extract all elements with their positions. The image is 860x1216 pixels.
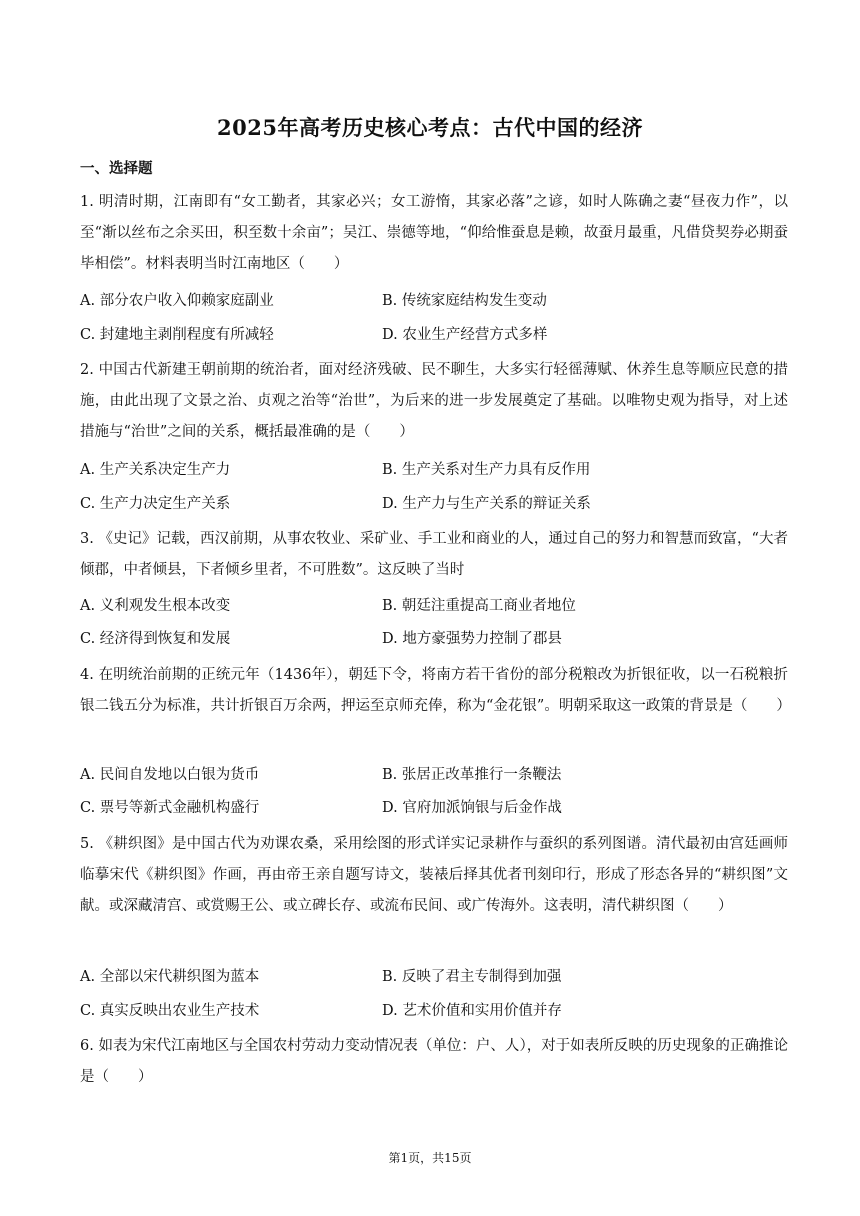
question-3-option-b: B. 朝廷注重提高工商业者地位	[382, 598, 576, 614]
question-3-option-a: A. 义利观发生根本改变	[80, 598, 231, 614]
question-3-option-c: C. 经济得到恢复和发展	[80, 631, 231, 647]
question-2-option-d: D. 生产力与生产关系的辩证关系	[382, 496, 591, 512]
question-5-stem: 5. 《耕织图》是中国古代为劝课农桑，采用绘图的形式详实记录耕作与蚕织的系列图谱。清代最初由宫廷画师临摹宋代《耕织图》作画，再由帝王亲自题写诗文，装裱后择其优者刊刻印行，形成了形态各异的“耕织图”文献。或深藏清宫、或赏赐王公、或立碑长存、或流布民间、或广传海外。这表明，清代耕织图（ ）	[80, 836, 788, 914]
question-5-option-d: D. 艺术价值和实用价值并存	[382, 1003, 562, 1019]
section-heading: 一、选择题	[80, 160, 153, 177]
question-5-option-c: C. 真实反映出农业生产技术	[80, 1003, 260, 1019]
page-footer: 第1页，共15页	[388, 1151, 472, 1165]
question-4-option-d: D. 官府加派饷银与后金作战	[382, 800, 562, 816]
question-2-stem: 2. 中国古代新建王朝前期的统治者，面对经济残破、民不聊生，大多实行轻徭薄赋、休养生息等顺应民意的措施，由此出现了文景之治、贞观之治等“治世”，为后来的进一步发展奠定了基础。以唯物史观为指导，对上述措施与“治世”之间的关系，概括最准确的是（ ）	[80, 362, 788, 440]
page-title: 2025年高考历史核心考点：古代中国的经济	[217, 115, 643, 140]
question-2-option-b: B. 生产关系对生产力具有反作用	[382, 462, 591, 478]
question-2-option-a: A. 生产关系决定生产力	[80, 462, 231, 478]
question-1-stem: 1. 明清时期，江南即有“女工勤者，其家必兴；女工游惰，其家必落”之谚，如时人陈确之妻“昼夜力作”，以至“渐以丝布之余买田，积至数十余亩”；吴江、崇德等地，“仰给惟蚕息是赖，故蚕月最重，凡借贷契券必期蚕毕相偿”。材料表明当时江南地区（ ）	[80, 194, 788, 272]
question-5-option-b: B. 反映了君主专制得到加强	[382, 969, 562, 985]
question-1-option-c: C. 封建地主剥削程度有所减轻	[80, 327, 274, 343]
question-1-option-b: B. 传统家庭结构发生变动	[382, 293, 547, 309]
question-1-option-d: D. 农业生产经营方式多样	[382, 327, 548, 343]
question-4-option-c: C. 票号等新式金融机构盛行	[80, 800, 260, 816]
question-2-option-c: C. 生产力决定生产关系	[80, 496, 231, 512]
question-5-option-a: A. 全部以宋代耕织图为蓝本	[80, 969, 260, 985]
question-4-option-a: A. 民间自发地以白银为货币	[80, 767, 260, 783]
question-6-stem: 6. 如表为宋代江南地区与全国农村劳动力变动情况表（单位：户、人），对于如表所反映的历史现象的正确推论是（ ）	[80, 1038, 788, 1085]
question-4-option-b: B. 张居正改革推行一条鞭法	[382, 767, 562, 783]
question-3-stem: 3. 《史记》记载，西汉前期，从事农牧业、采矿业、手工业和商业的人，通过自己的努力和智慧而致富，“大者倾郡，中者倾县，下者倾乡里者，不可胜数”。这反映了当时	[80, 531, 788, 578]
question-1-option-a: A. 部分农户收入仰赖家庭副业	[80, 293, 274, 309]
question-4-stem: 4. 在明统治前期的正统元年（1436年），朝廷下令，将南方若干省份的部分税粮改为折银征收，以一石税粮折银二钱五分为标准，共计折银百万余两，押运至京师充俸，称为“金花银”。明朝采取这一政策的背景是（ ）	[80, 667, 791, 714]
question-3-option-d: D. 地方豪强势力控制了郡县	[382, 631, 562, 647]
